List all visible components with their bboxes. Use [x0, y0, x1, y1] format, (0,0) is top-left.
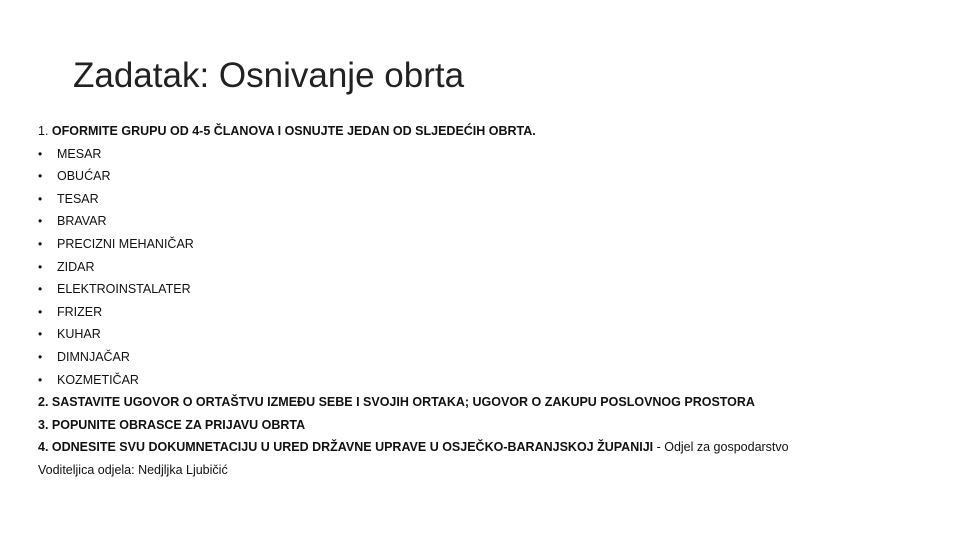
list-item [38, 323, 938, 346]
list-item [38, 210, 938, 233]
bullet-icon: • [38, 304, 43, 319]
bullet-icon: • [38, 146, 43, 161]
bullet-icon: • [38, 236, 43, 251]
trade-label: BRAVAR [57, 214, 107, 229]
task-4-department: - Odjel za gospodarstvo [653, 440, 789, 455]
bullet-icon: • [38, 372, 43, 387]
bullet-icon: • [38, 327, 43, 342]
head-of-department: Voditeljica odjela: Nedjljka Ljubičić [38, 462, 228, 477]
task-2: 2. SASTAVITE UGOVOR O ORTAŠTVU IZMEĐU SEBE I SVOJIH ORTAKA; UGOVOR O ZAKUPU POSLOVNOG PROSTORA [38, 395, 755, 410]
task-1-number: 1. [38, 124, 49, 138]
bullet-icon: • [38, 259, 43, 274]
trade-label: OBUĆAR [57, 169, 111, 184]
slide-title: Zadatak: Osnivanje obrta [73, 56, 465, 95]
list-item [38, 301, 938, 324]
trade-label: MESAR [57, 146, 102, 161]
trade-label: FRIZER [57, 304, 103, 319]
list-item [38, 143, 938, 166]
bullet-icon: • [38, 169, 43, 184]
trade-label: ELEKTROINSTALATER [57, 282, 191, 297]
trade-label: KOZMETIČAR [57, 372, 139, 387]
trade-label: PRECIZNI MEHANIČAR [57, 236, 194, 251]
trade-label: ZIDAR [57, 259, 95, 274]
task-3: 3. POPUNITE OBRASCE ZA PRIJAVU OBRTA [38, 417, 306, 432]
slide-content [38, 120, 938, 482]
bullet-icon: • [38, 349, 43, 364]
list-item [38, 256, 938, 279]
bullet-icon: • [38, 191, 43, 206]
trade-label: DIMNJAČAR [57, 349, 130, 364]
list-item [38, 369, 938, 392]
trade-list [38, 143, 938, 392]
list-item [38, 165, 938, 188]
task-1 [38, 120, 938, 143]
bullet-icon: • [38, 282, 43, 297]
trade-label: KUHAR [57, 327, 101, 342]
task-1-text: OFORMITE GRUPU OD 4-5 ČLANOVA I OSNUJTE JEDAN OD SLJEDEĆIH OBRTA. [51, 124, 536, 138]
list-item [38, 188, 938, 211]
task-4-text: 4. ODNESITE SVU DOKUMNETACIJU U URED DRŽAVNE UPRAVE U OSJEČKO-BARANJSKOJ ŽUPANIJI [38, 440, 654, 455]
list-item [38, 278, 938, 301]
list-item [38, 233, 938, 256]
list-item [38, 346, 938, 369]
task-4 [38, 436, 938, 459]
trade-label: TESAR [57, 191, 99, 206]
bullet-icon: • [38, 214, 43, 229]
